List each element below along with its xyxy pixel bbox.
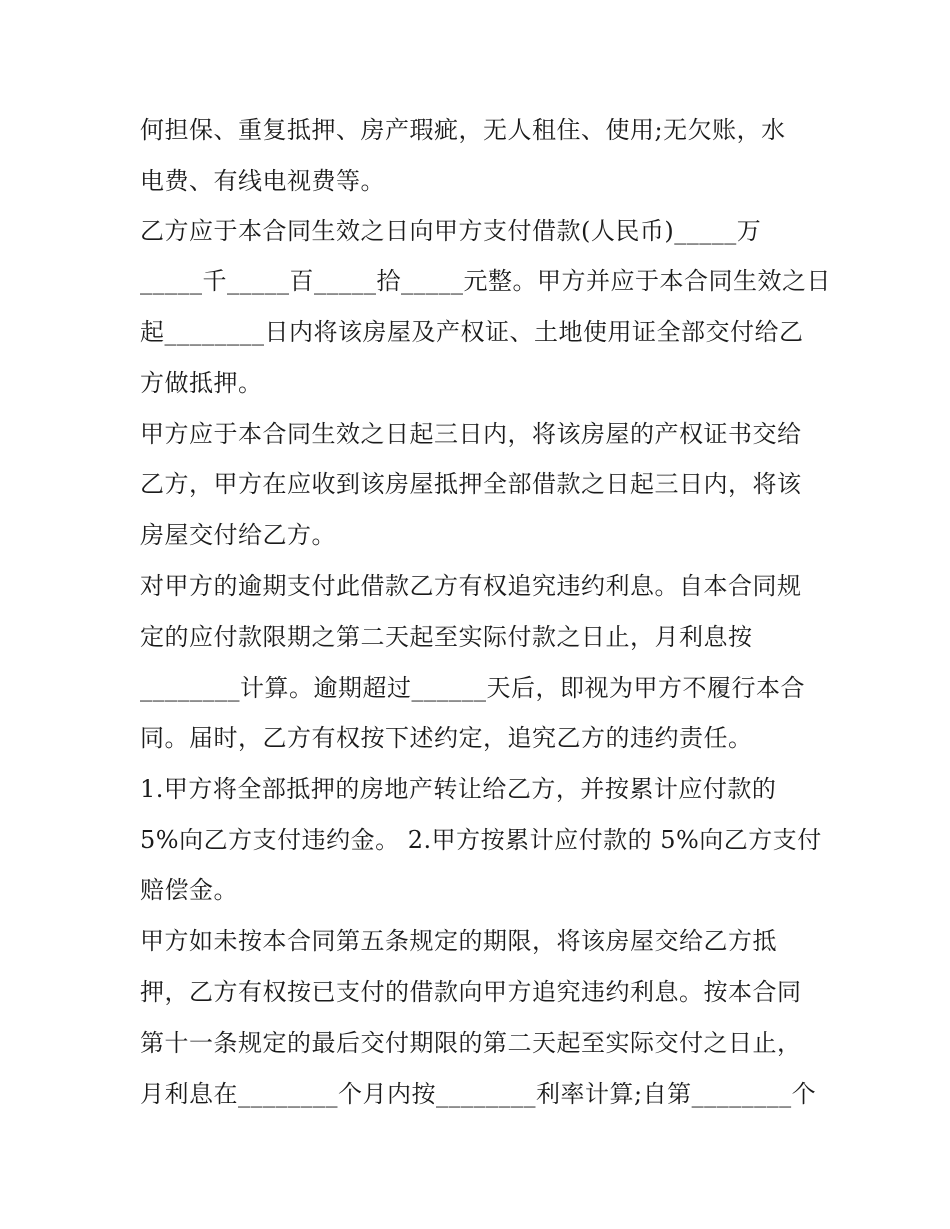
- text-line: 起________日内将该房屋及产权证、土地使用证全部交付给乙: [140, 318, 804, 346]
- text-line: _____千_____百_____拾_____元整。甲方并应于本合同生效之日: [140, 267, 831, 295]
- text-line: 甲方应于本合同生效之日起三日内，将该房屋的产权证书交给: [140, 420, 802, 448]
- text-line: 5%向乙方支付违约金。 2.甲方按累计应付款的 5%向乙方支付: [140, 826, 822, 854]
- text-line: 第十一条规定的最后交付期限的第二天起至实际交付之日止，: [140, 1029, 802, 1057]
- text-line: ________计算。逾期超过______天后，即视为甲方不履行本合: [140, 674, 805, 702]
- text-line: 房屋交付给乙方。: [140, 521, 336, 549]
- text-line: 乙方应于本合同生效之日向甲方支付借款(人民币)_____万: [140, 217, 762, 245]
- text-line: 押，乙方有权按已支付的借款向甲方追究违约利息。按本合同: [140, 978, 802, 1006]
- text-line: 甲方如未按本合同第五条规定的期限，将该房屋交给乙方抵: [140, 927, 777, 955]
- text-line: 电费、有线电视费等。: [140, 167, 385, 195]
- text-line: 定的应付款限期之第二天起至实际付款之日止，月利息按: [140, 623, 753, 651]
- text-line: 乙方，甲方在应收到该房屋抵押全部借款之日起三日内，将该: [140, 470, 802, 498]
- text-line: 赔偿金。: [140, 876, 238, 904]
- text-line: 同。届时，乙方有权按下述约定，追究乙方的违约责任。: [140, 724, 753, 752]
- text-line: 月利息在________个月内按________利率计算;自第________个: [140, 1080, 817, 1108]
- text-line: 何担保、重复抵押、房产瑕疵，无人租住、使用;无欠账，水: [140, 116, 786, 144]
- text-line: 1.甲方将全部抵押的房地产转让给乙方，并按累计应付款的: [140, 775, 777, 803]
- text-line: 对甲方的逾期支付此借款乙方有权追究违约利息。自本合同规: [140, 572, 802, 600]
- text-line: 方做抵押。: [140, 369, 263, 397]
